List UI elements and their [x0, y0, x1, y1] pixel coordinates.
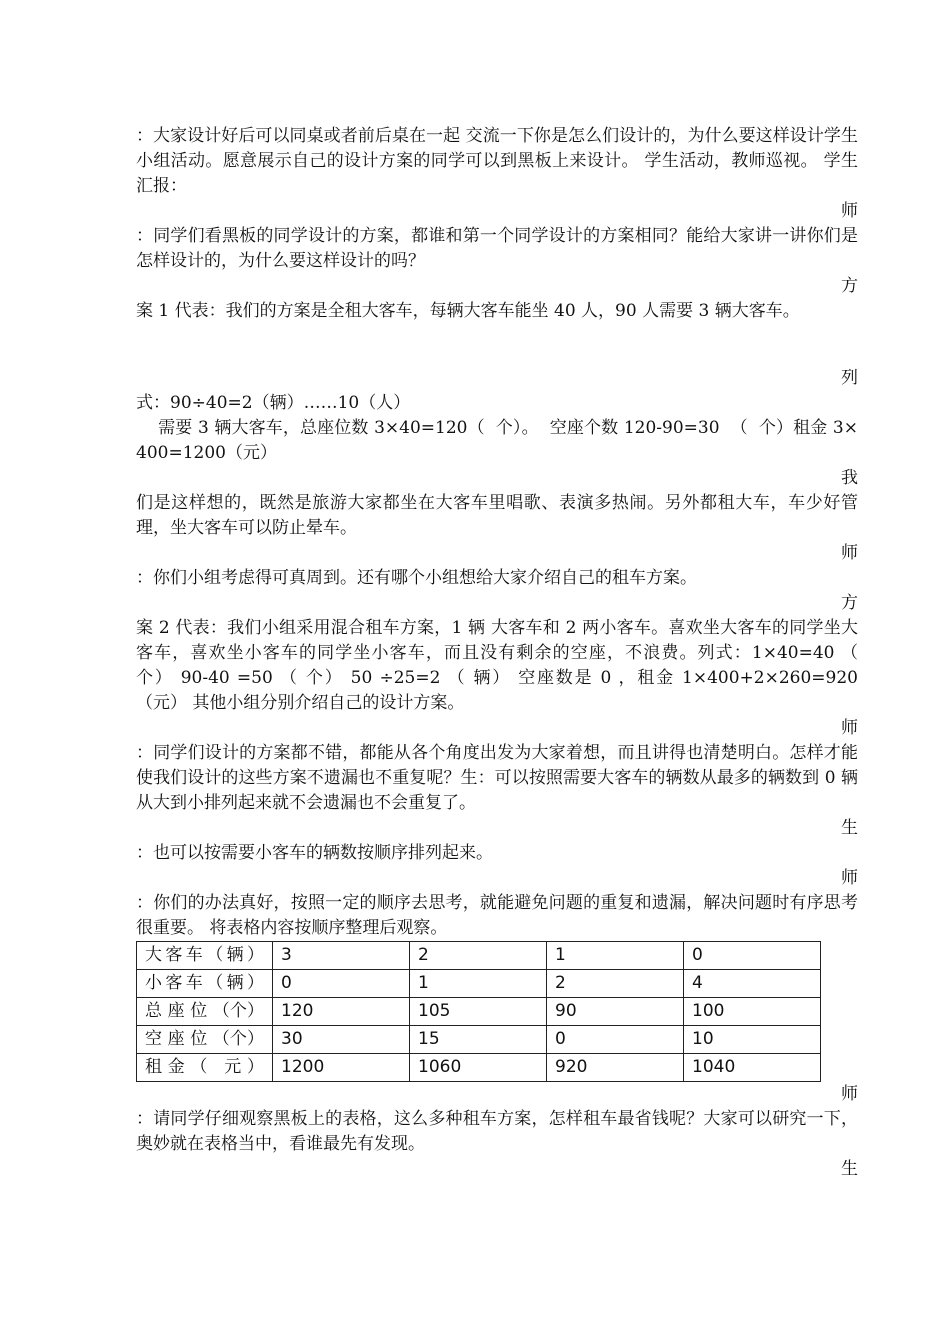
paragraph: ：你们小组考虑得可真周到。还有哪个小组想给大家介绍自己的租车方案。: [136, 568, 697, 588]
paragraph: 案 1 代表：我们的方案是全租大客车，每辆大客车能坐 40 人，90 人需要 3 辆大客车。: [136, 301, 800, 321]
document-page: [136, 124, 858, 1182]
paragraph: ：请同学仔细观察黑板上的表格，这么多种租车方案，怎样租车最省钱呢？大家可以研究一下，奥妙就在表格当中，看谁最先有发现。: [136, 1109, 858, 1154]
speaker-marker: 生: [841, 818, 858, 838]
table-row: [137, 970, 821, 998]
paragraph: ：同学们看黑板的同学设计的方案，都谁和第一个同学设计的方案相同？能给大家讲一讲你们是怎样设计的，为什么要这样设计的吗？: [136, 226, 858, 271]
table-cell: 100: [684, 998, 821, 1026]
table-cell: 15: [410, 1026, 547, 1054]
row-header: 总 座 位 （个）: [137, 998, 273, 1026]
table-cell: 4: [684, 970, 821, 998]
table-row: [137, 942, 821, 970]
table-cell: 90: [547, 998, 684, 1026]
speaker-marker: 生: [841, 1159, 858, 1179]
speaker-marker: 方: [841, 276, 858, 296]
table-cell: 10: [684, 1026, 821, 1054]
paragraph: ：大家设计好后可以同桌或者前后桌在一起 交流一下你是怎么们设计的，为什么要这样设计学生小组活动。愿意展示自己的设计方案的同学可以到黑板上来设计。 学生活动，教师巡视。 学生汇报：: [136, 126, 858, 196]
table-row: [137, 1026, 821, 1054]
speaker-marker: 师: [841, 868, 858, 888]
speaker-marker: 我: [841, 468, 858, 488]
row-header: 租金（ 元）: [137, 1054, 273, 1082]
paragraph: ：你们的办法真好，按照一定的顺序去思考，就能避免问题的重复和遗漏，解决问题时有序思考很重要。 将表格内容按顺序整理后观察。: [136, 893, 858, 938]
row-header: 空 座 位 （个）: [137, 1026, 273, 1054]
table-cell: 0: [273, 970, 410, 998]
speaker-marker: 师: [841, 1084, 858, 1104]
speaker-marker: 师: [841, 718, 858, 738]
paragraph: 们是这样想的，既然是旅游大家都坐在大客车里唱歌、表演多热闹。另外都租大车，车少好管理，坐大客车可以防止晕车。: [136, 493, 858, 538]
speaker-marker: 师: [841, 543, 858, 563]
rental-plan-table: [136, 941, 821, 1082]
table-cell: 920: [547, 1054, 684, 1082]
table-cell: 0: [684, 942, 821, 970]
spacer: [136, 324, 858, 366]
table-cell: 1060: [410, 1054, 547, 1082]
speaker-marker: 师: [841, 201, 858, 221]
paragraph: 式：90÷40=2（辆）……10（人）: [136, 393, 411, 413]
paragraph: 案 2 代表：我们小组采用混合租车方案，1 辆 大客车和 2 两小客车。喜欢坐大客车的同学坐大客车，喜欢坐小客车的同学坐小客车，而且没有剩余的空座，不浪费。列式：1×40=40 （ 个） 90-40 =50 （ 个） 50 ÷25=2 （ 辆） 空座数是 0 ，租金 1×400+2×260=920（元） 其他小组分别介绍自己的设计方案。: [136, 618, 858, 713]
table-cell: 1040: [684, 1054, 821, 1082]
table-cell: 1200: [273, 1054, 410, 1082]
table-row: [137, 998, 821, 1026]
paragraph: ：同学们设计的方案都不错，都能从各个角度出发为大家着想，而且讲得也清楚明白。怎样才能使我们设计的这些方案不遗漏也不重复呢？生：可以按照需要大客车的辆数从最多的辆数到 0 辆从大到小排列起来就不会遗漏也不会重复了。: [136, 743, 858, 813]
paragraph: 需要 3 辆大客车，总座位数 3×40=120（ 个）。 空座个数 120-90=30 （ 个）租金 3×400=1200（元）: [136, 418, 858, 463]
paragraph: ：也可以按需要小客车的辆数按顺序排列起来。: [136, 843, 493, 863]
table-cell: 30: [273, 1026, 410, 1054]
table-row: [137, 1054, 821, 1082]
table-cell: 0: [547, 1026, 684, 1054]
table-cell: 1: [547, 942, 684, 970]
row-header: 小客车（辆）: [137, 970, 273, 998]
table-cell: 3: [273, 942, 410, 970]
table-cell: 1: [410, 970, 547, 998]
speaker-marker: 列: [841, 368, 858, 388]
table-cell: 2: [410, 942, 547, 970]
speaker-marker: 方: [841, 593, 858, 613]
row-header: 大客车（辆）: [137, 942, 273, 970]
rental-plan-table-wrap: [136, 941, 858, 1082]
table-cell: 2: [547, 970, 684, 998]
table-cell: 120: [273, 998, 410, 1026]
table-cell: 105: [410, 998, 547, 1026]
